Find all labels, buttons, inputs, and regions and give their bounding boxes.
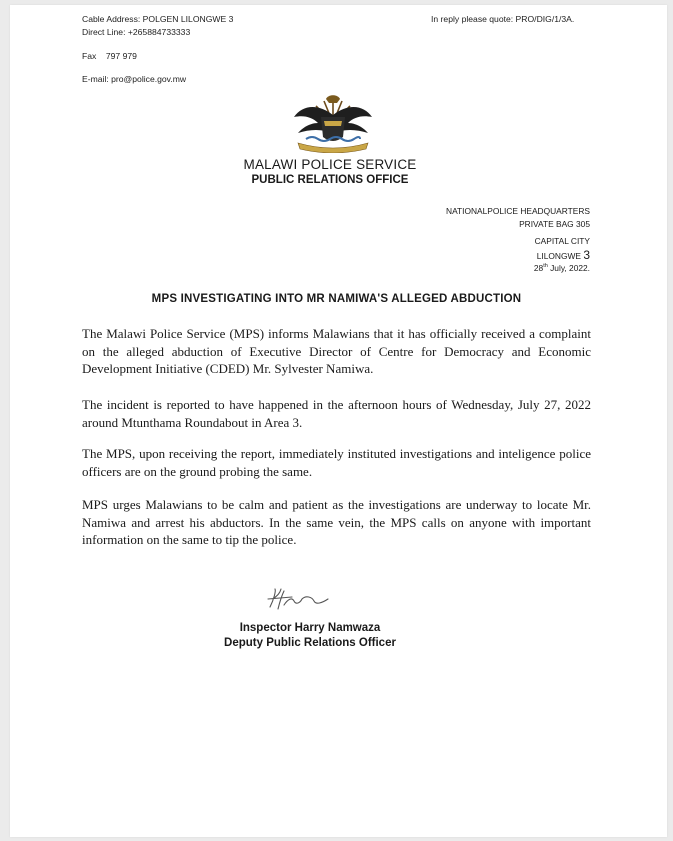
fax-number: Fax 797 979	[82, 51, 137, 61]
police-crest-logo	[288, 93, 378, 153]
signatory-name: Inspector Harry Namwaza	[239, 622, 381, 634]
address-city-name: LILONGWE	[536, 251, 581, 261]
address-line-1: NATIONALPOLICE HEADQUARTERS	[446, 206, 590, 216]
date-day: 28	[533, 263, 544, 273]
signatory-position: Deputy Public Relations Officer	[224, 637, 396, 649]
organization-name: MALAWI POLICE SERVICE	[243, 157, 417, 172]
address-line-3: CAPITAL CITY	[534, 236, 590, 246]
cable-address: Cable Address: POLGEN LILONGWE 3	[82, 14, 234, 24]
email-address: E-mail: pro@police.gov.mw	[82, 74, 187, 84]
paragraph-2: The incident is reported to have happened in the afternoon hours of Wednesday, July 27, 2022 around Mtunthama Roundabout in Area 3.	[82, 397, 591, 430]
paragraph-3: The MPS, upon receiving the report, immediately instituted investigations and inteligence police officers are on the ground probing the same.	[82, 446, 591, 479]
direct-line: Direct Line: +265884733333	[82, 27, 191, 37]
letter-date	[534, 263, 590, 273]
reference-number: In reply please quote: PRO/DIG/1/3A.	[431, 14, 575, 24]
paragraph-1: The Malawi Police Service (MPS) informs Malawians that it has officially received a complaint on the alleged abduction of Executive Director of Centre for Democracy and Economic Development Initiative (CDED) Mr. Sylvester Namiwa.	[82, 326, 591, 377]
date-month-year: July, 2022.	[547, 263, 590, 273]
address-city	[537, 248, 590, 262]
office-name: PUBLIC RELATIONS OFFICE	[251, 174, 409, 186]
handwritten-signature	[266, 585, 336, 615]
address-line-2: PRIVATE BAG 305	[519, 219, 590, 229]
press-release-title: MPS INVESTIGATING INTO MR NAMIWA'S ALLEGED ABDUCTION	[151, 293, 522, 305]
address-city-number: 3	[583, 248, 590, 262]
date-suffix: th	[543, 263, 548, 270]
paragraph-4: MPS urges Malawians to be calm and patient as the investigations are underway to locate Mr. Namiwa and arrest his abductors. In the same vein, the MPS calls on anyone with important information on the same to tip the police.	[82, 497, 591, 548]
